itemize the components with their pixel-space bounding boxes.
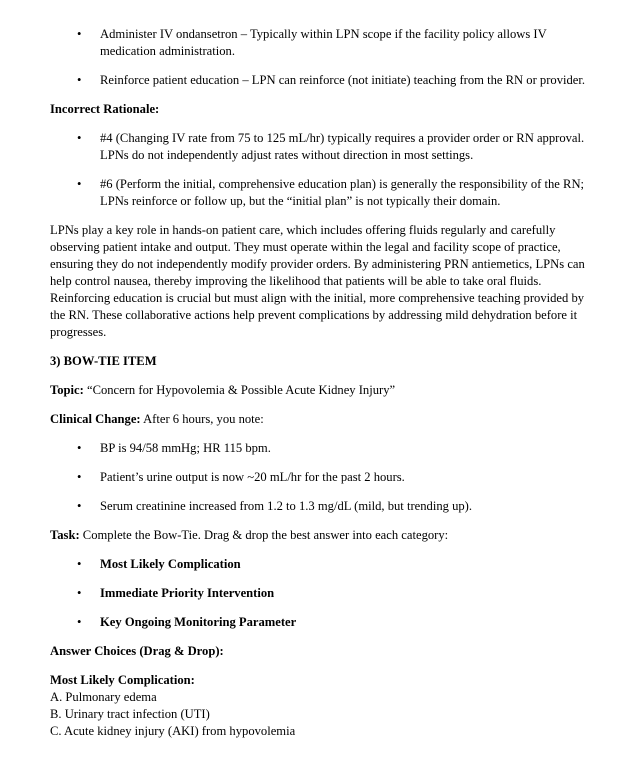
body-paragraph: LPNs play a key role in hands-on patient care, which includes offering fluids regularly and carefully observing patient intake and output. They must operate within the legal and facility scope of practice, ensuring they do not independently modify provider orders. By administering PRN antiemetics, LPNs can help control nausea, thereby improving the likelihood that patients will be able to take oral fluids. Reinforcing education is crucial but must align with the initial, more comprehensive teaching provided by the RN. These collaborative actions help prevent complications by addressing mild dehydration before it progresses.	[50, 223, 585, 339]
clinical-change-line	[50, 411, 592, 428]
bullet-icon: •	[77, 499, 82, 513]
bullet-item	[77, 130, 592, 164]
task-line	[50, 527, 592, 544]
topic-line	[50, 382, 592, 399]
clinical-change-label: Clinical Change:	[50, 412, 141, 426]
bullet-item	[77, 176, 592, 210]
bullet-icon: •	[77, 73, 82, 87]
bullet-icon: •	[77, 131, 82, 145]
answer-option-b: B. Urinary tract infection (UTI)	[50, 707, 210, 721]
bullet-text: Reinforce patient education – LPN can reinforce (not initiate) teaching from the RN or provider.	[100, 73, 586, 87]
category-key-ongoing-monitoring-parameter: Key Ongoing Monitoring Parameter	[100, 615, 297, 629]
bullet-icon: •	[77, 586, 82, 600]
bullet-item	[77, 498, 592, 515]
bullet-item-category	[77, 614, 592, 631]
bullet-icon: •	[77, 177, 82, 191]
bullet-item	[77, 26, 592, 60]
answer-choices-group	[50, 672, 592, 740]
topic-text: “Concern for Hypovolemia & Possible Acute Kidney Injury”	[83, 383, 396, 397]
bullet-text: #6 (Perform the initial, comprehensive education plan) is generally the responsibility of the RN; LPNs reinforce or follow up, but the “initial plan” is not typically their domain.	[100, 177, 585, 208]
bullet-item	[77, 469, 592, 486]
bullet-item	[77, 440, 592, 457]
bullet-icon: •	[77, 470, 82, 484]
answer-group-heading: Most Likely Complication:	[50, 673, 195, 687]
bullet-icon: •	[77, 615, 82, 629]
bullet-text: #4 (Changing IV rate from 75 to 125 mL/hr) typically requires a provider order or RN approval. LPNs do not independently adjust rates without direction in most settings.	[100, 131, 585, 162]
bullet-text: BP is 94/58 mmHg; HR 115 bpm.	[100, 441, 271, 455]
bullet-icon: •	[77, 557, 82, 571]
section-heading-answer-choices: Answer Choices (Drag & Drop):	[50, 644, 224, 658]
bullet-item-category	[77, 585, 592, 602]
task-label: Task:	[50, 528, 80, 542]
category-immediate-priority-intervention: Immediate Priority Intervention	[100, 586, 275, 600]
bullet-icon: •	[77, 441, 82, 455]
task-text: Complete the Bow-Tie. Drag & drop the best answer into each category:	[79, 528, 449, 542]
bullet-text: Serum creatinine increased from 1.2 to 1.3 mg/dL (mild, but trending up).	[100, 499, 473, 513]
bullet-text: Patient’s urine output is now ~20 mL/hr for the past 2 hours.	[100, 470, 405, 484]
bullet-text: Administer IV ondansetron – Typically within LPN scope if the facility policy allows IV medication administration.	[100, 27, 547, 58]
bullet-item-category	[77, 556, 592, 573]
answer-option-c: C. Acute kidney injury (AKI) from hypovolemia	[50, 724, 296, 738]
clinical-change-text: After 6 hours, you note:	[140, 412, 264, 426]
section-heading-bow-tie-item: 3) BOW-TIE ITEM	[50, 354, 157, 368]
topic-label: Topic:	[50, 383, 84, 397]
section-heading-incorrect-rationale: Incorrect Rationale:	[50, 102, 160, 116]
bullet-icon: •	[77, 27, 82, 41]
bullet-item	[77, 72, 592, 89]
category-most-likely-complication: Most Likely Complication	[100, 557, 241, 571]
answer-option-a: A. Pulmonary edema	[50, 690, 157, 704]
